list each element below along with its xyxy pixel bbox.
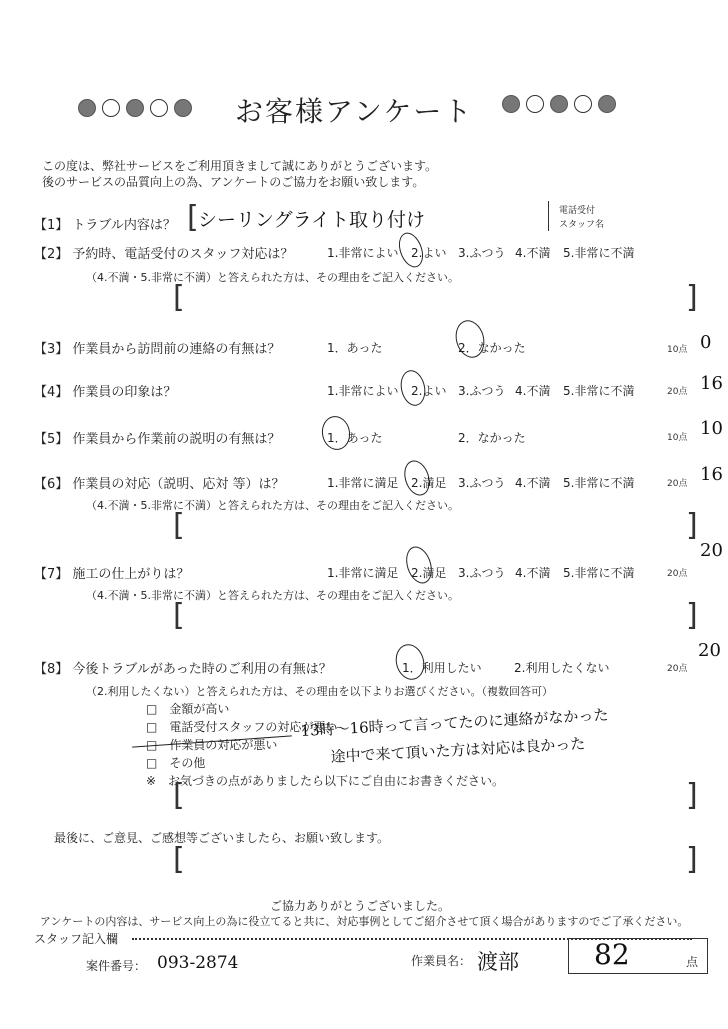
q1-bracket-open: [ bbox=[187, 200, 199, 235]
case-number-label: 案件番号： bbox=[86, 959, 147, 973]
q4-score: 16 bbox=[700, 373, 723, 394]
checkbox-icon: □ bbox=[146, 738, 158, 752]
q8-points: 20点 bbox=[667, 664, 688, 674]
q8-opt-1: 1．利用したい bbox=[402, 661, 482, 675]
q2-label: 【2】 予約時、電話受付のスタッフ対応は？ bbox=[34, 247, 294, 262]
q7-opt-1: 1.非常に満足 bbox=[327, 566, 399, 580]
q4-opt-3: 3.ふつう bbox=[458, 384, 506, 398]
q6-opt-4: 4.不満 bbox=[515, 476, 551, 490]
q8-note-open: [ bbox=[173, 778, 185, 813]
q1-label: 【1】 トラブル内容は？ bbox=[34, 218, 176, 233]
q8-reason-2: 電話受付スタッフの対応が悪い bbox=[169, 720, 338, 734]
worker-name-value: 渡部 bbox=[477, 950, 519, 974]
header-dots-right bbox=[502, 95, 616, 113]
q2-reason-open: [ bbox=[173, 280, 185, 315]
q2-answer-circle bbox=[395, 229, 428, 270]
case-number-value: 093-2874 bbox=[157, 953, 239, 973]
q8-handwritten-1: 13時～16時って言ってたのに連絡がなかった bbox=[300, 705, 609, 740]
q2-reason-close: ] bbox=[686, 280, 698, 315]
q6-opt-3: 3.ふつう bbox=[458, 476, 506, 490]
q8-note-close: ] bbox=[686, 778, 698, 813]
q8-reason-prompt: （2.利用したくない）と答えられた方は、その理由を以下よりお選びください。（複数回答可） bbox=[86, 685, 553, 698]
q7-points: 20点 bbox=[667, 569, 688, 579]
q4-answer-circle bbox=[398, 368, 429, 408]
staff-section-label: スタッフ記入欄 bbox=[34, 932, 119, 946]
q3-label: 【3】 作業員から訪問前の連絡の有無は？ bbox=[34, 342, 281, 357]
thanks-text: ご協力ありがとうございました。 bbox=[270, 899, 451, 913]
q7-opt-4: 4.不満 bbox=[515, 566, 551, 580]
q1-staff-divider bbox=[548, 201, 550, 231]
q4-opt-4: 4.不満 bbox=[515, 384, 551, 398]
q6-reason-close: ] bbox=[686, 508, 698, 543]
q4-opt-2: 2.よい bbox=[411, 384, 447, 398]
comment-close: ] bbox=[686, 842, 698, 877]
q2-opt-1: 1.非常によい bbox=[327, 246, 399, 260]
q8-reason-checkbox-1[interactable] bbox=[146, 700, 229, 717]
q7-score: 20 bbox=[700, 540, 723, 561]
q7-reason-open: [ bbox=[173, 598, 185, 633]
q6-score: 16 bbox=[700, 464, 723, 485]
q8-reason-1: 金額が高い bbox=[169, 702, 230, 716]
q8-answer-circle bbox=[392, 641, 428, 683]
intro-line-2: 後のサービスの品質向上の為、アンケートのご協力をお願い致します。 bbox=[42, 175, 425, 189]
q6-opt-2: 2.満足 bbox=[411, 476, 447, 490]
header-dots-left bbox=[78, 99, 192, 117]
q6-opt-5: 5.非常に不満 bbox=[563, 476, 635, 490]
q6-opt-1: 1.非常に満足 bbox=[327, 476, 399, 490]
q4-opt-1: 1.非常によい bbox=[327, 384, 399, 398]
q8-reason-3: 作業員の対応が悪い bbox=[169, 738, 278, 752]
q8-label: 【8】 今後トラブルがあった時のご利用の有無は？ bbox=[34, 662, 332, 677]
q8-reason-checkbox-4[interactable] bbox=[146, 754, 205, 771]
q7-opt-5: 5.非常に不満 bbox=[563, 566, 635, 580]
q5-label: 【5】 作業員から作業前の説明の有無は？ bbox=[34, 432, 281, 447]
q2-opt-5: 5.非常に不満 bbox=[563, 246, 635, 260]
comment-open: [ bbox=[173, 842, 185, 877]
q5-opt-1: 1．あった bbox=[327, 431, 383, 445]
q6-answer-circle bbox=[400, 457, 434, 499]
q5-points: 10点 bbox=[667, 433, 688, 443]
q8-score: 20 bbox=[698, 640, 721, 661]
q7-opt-2: 2.満足 bbox=[411, 566, 447, 580]
q4-points: 20点 bbox=[667, 387, 688, 397]
q3-opt-1: 1．あった bbox=[327, 341, 383, 355]
q3-opt-2: 2．なかった bbox=[458, 341, 526, 355]
q2-opt-2: 2.よい bbox=[411, 246, 447, 260]
total-score-value: 82 bbox=[594, 938, 630, 971]
q5-score: 10 bbox=[700, 418, 723, 439]
q4-label: 【4】 作業員の印象は？ bbox=[34, 385, 177, 400]
comment-prompt: 最後に、ご意見、ご感想等ございましたら、お願い致します。 bbox=[54, 831, 390, 845]
checkbox-icon: □ bbox=[146, 702, 158, 716]
q6-points: 20点 bbox=[667, 479, 688, 489]
q6-reason-open: [ bbox=[173, 508, 185, 543]
page-title: お客様アンケート bbox=[235, 95, 474, 128]
q6-reason-prompt: （4.不満・5.非常に不満）と答えられた方は、その理由をご記入ください。 bbox=[86, 499, 459, 512]
q2-opt-3: 3.ふつう bbox=[458, 246, 506, 260]
q1-answer: シーリングライト取り付け bbox=[198, 209, 426, 231]
phone-staff-label-2: スタッフ名 bbox=[559, 220, 605, 230]
intro-line-1: この度は、弊社サービスをご利用頂きまして誠にありがとうございます。 bbox=[42, 159, 438, 173]
q7-reason-close: ] bbox=[686, 598, 698, 633]
q8-note: ※ お気づきの点がありましたら以下にご自由にお書きください。 bbox=[146, 774, 505, 788]
q7-label: 【7】 施工の仕上がりは？ bbox=[34, 567, 190, 582]
q7-opt-3: 3.ふつう bbox=[458, 566, 506, 580]
q3-points: 10点 bbox=[667, 345, 688, 355]
q4-opt-5: 5.非常に不満 bbox=[563, 384, 635, 398]
total-score-unit: 点 bbox=[686, 955, 699, 969]
q2-reason-prompt: （4.不満・5.非常に不満）と答えられた方は、その理由をご記入ください。 bbox=[86, 271, 459, 284]
notice-text: アンケートの内容は、サービス向上の為に役立てると共に、対応事例としてご紹介させて頂く場合がありますのでご了承ください。 bbox=[40, 915, 689, 928]
worker-name-label: 作業員名： bbox=[411, 954, 472, 968]
q3-score: 0 bbox=[700, 332, 712, 353]
q5-answer-circle bbox=[319, 414, 352, 452]
checkbox-icon: □ bbox=[146, 720, 158, 734]
phone-staff-label-1: 電話受付 bbox=[559, 206, 596, 216]
q7-reason-prompt: （4.不満・5.非常に不満）と答えられた方は、その理由をご記入ください。 bbox=[86, 589, 459, 602]
q8-reason-4: その他 bbox=[169, 756, 206, 770]
checkbox-icon: □ bbox=[146, 756, 158, 770]
q8-opt-2: 2.利用したくない bbox=[514, 661, 610, 675]
q6-label: 【6】 作業員の対応（説明、応対 等）は？ bbox=[34, 477, 285, 492]
q5-opt-2: 2．なかった bbox=[458, 431, 526, 445]
q2-opt-4: 4.不満 bbox=[515, 246, 551, 260]
q8-handwritten-2: 途中で来て頂いた方は対応は良かった bbox=[330, 734, 586, 766]
